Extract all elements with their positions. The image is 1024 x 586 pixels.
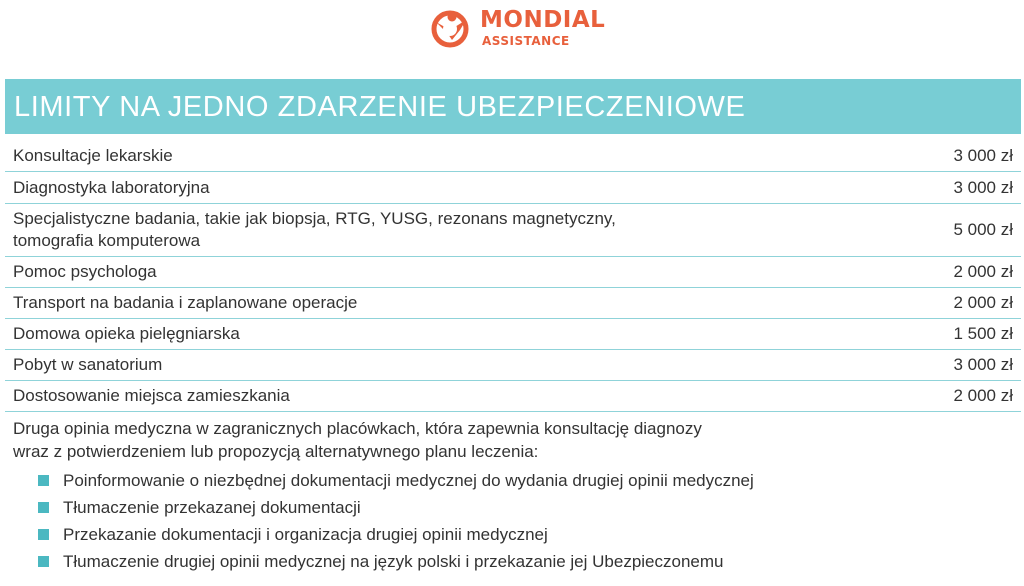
second-opinion-section <box>13 417 1013 575</box>
bullet-square-icon <box>38 502 49 513</box>
row-label: Domowa opieka pielęgniarska <box>13 324 240 343</box>
row-label: Diagnostyka laboratoryjna <box>13 177 210 197</box>
list-item-text: Tłumaczenie drugiej opinii medycznej na język polski i przekazanie jej Ubezpieczonemu <box>63 552 724 571</box>
table-row <box>5 288 1021 319</box>
row-label-line: Specjalistyczne badania, takie jak biopsja, RTG, YUSG, rezonans magnetyczny, <box>13 209 616 228</box>
row-label: Pobyt w sanatorium <box>13 355 163 374</box>
row-value: 1 500 zł <box>953 324 1013 343</box>
row-label: Pomoc psychologa <box>13 262 157 281</box>
page-title: LIMITY NA JEDNO ZDARZENIE UBEZPIECZENIOWE <box>14 91 746 123</box>
row-label: Konsultacje lekarskie <box>13 145 173 165</box>
list-item <box>13 494 1013 521</box>
logo-wordmark: MONDIAL <box>480 7 606 33</box>
table-row <box>5 204 1021 257</box>
row-value: 2 000 zł <box>953 386 1013 405</box>
limits-table <box>5 140 1021 412</box>
row-value: 3 000 zł <box>953 355 1013 374</box>
row-value: 2 000 zł <box>953 293 1013 312</box>
table-row <box>5 350 1021 381</box>
bullet-square-icon <box>38 529 49 540</box>
mondial-assistance-logo <box>430 8 605 48</box>
logo-subtitle: ASSISTANCE <box>482 34 570 48</box>
row-label: Transport na badania i zaplanowane operacje <box>13 293 358 312</box>
note-line: Druga opinia medyczna w zagranicznych placówkach, która zapewnia konsultację diagnozy <box>13 419 702 438</box>
list-item-text: Poinformowanie o niezbędnej dokumentacji medycznej do wydania drugiej opinii medycznej <box>63 471 754 490</box>
row-label-multiline <box>13 208 616 252</box>
row-value: 3 000 zł <box>953 145 1013 165</box>
row-label: Dostosowanie miejsca zamieszkania <box>13 386 290 405</box>
row-value: 5 000 zł <box>953 220 1013 239</box>
table-row <box>5 140 1021 172</box>
table-row <box>5 172 1021 204</box>
table-row <box>5 319 1021 350</box>
title-banner <box>5 79 1021 134</box>
list-item <box>13 548 1013 575</box>
list-item <box>13 521 1013 548</box>
list-item-text: Przekazanie dokumentacji i organizacja drugiej opinii medycznej <box>63 525 548 544</box>
table-row <box>5 381 1021 412</box>
mondial-logo-icon <box>430 8 474 48</box>
row-value: 3 000 zł <box>953 177 1013 197</box>
row-label-line: tomografia komputerowa <box>13 231 201 250</box>
bullet-square-icon <box>38 475 49 486</box>
list-item <box>13 467 1013 494</box>
bullet-list <box>13 467 1013 575</box>
list-item-text: Tłumaczenie przekazanej dokumentacji <box>63 498 361 517</box>
bullet-square-icon <box>38 556 49 567</box>
note-line: wraz z potwierdzeniem lub propozycją alternatywnego planu leczenia: <box>13 442 539 461</box>
table-row <box>5 257 1021 288</box>
row-value: 2 000 zł <box>953 262 1013 281</box>
